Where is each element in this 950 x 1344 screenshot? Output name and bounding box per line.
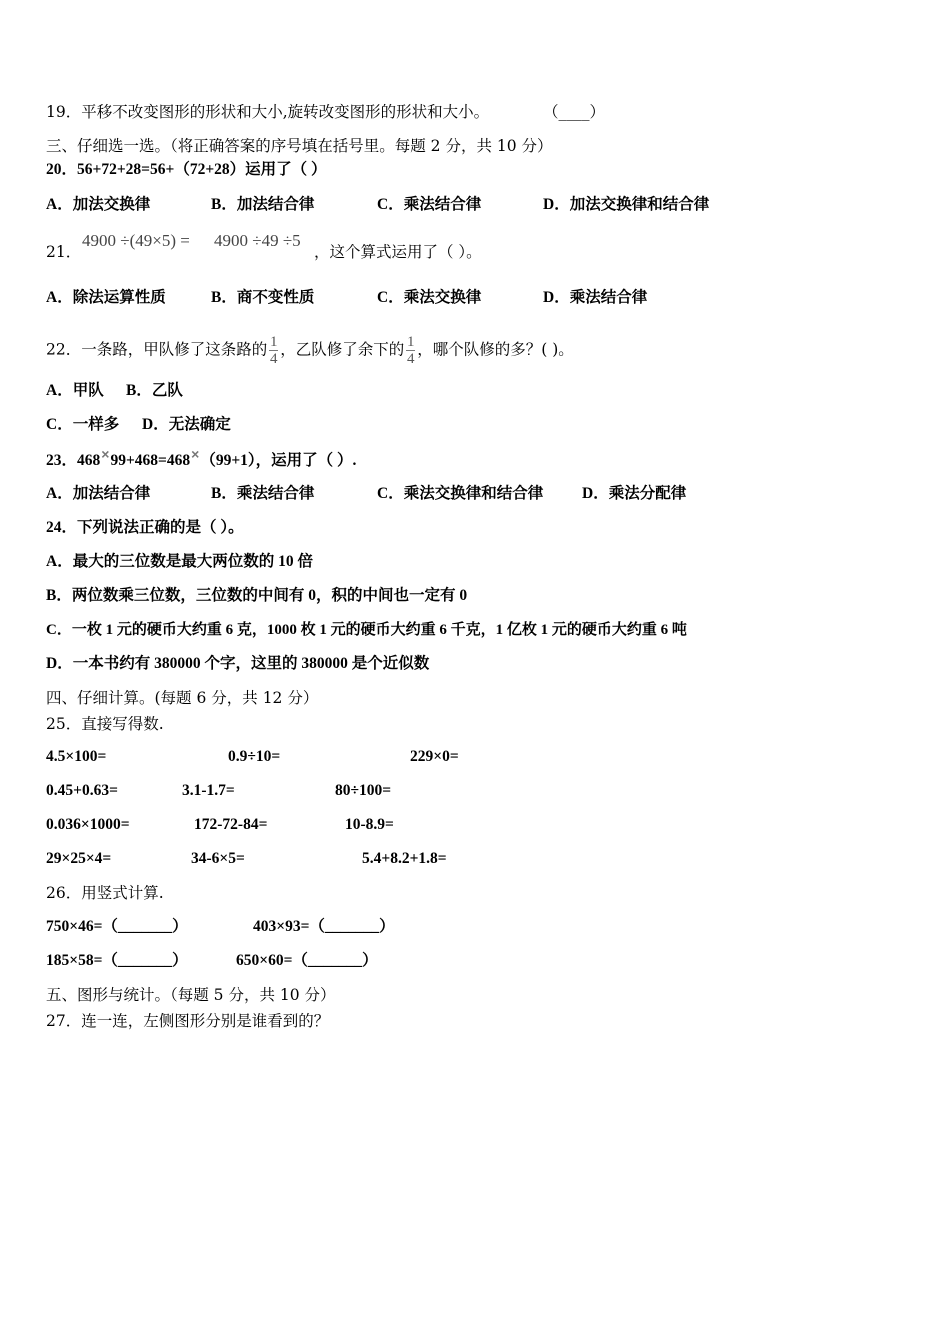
vertical-calc-item[interactable]: 185×58=（_______） [46,952,188,969]
calc-item: 0.45+0.63= [46,782,118,799]
question-26-stem: 26．用竖式计算. [46,884,164,902]
section-5-heading: 五、图形与统计。（每题 5 分，共 10 分） [46,986,336,1004]
multiply-icon: × [101,446,110,462]
q23-option-a[interactable]: A．加法结合律 [46,485,151,502]
q23-option-b[interactable]: B．乘法结合律 [211,485,315,502]
calc-item: 80÷100= [335,782,392,799]
q20-option-a[interactable]: A．加法交换律 [46,196,151,213]
q24-option-a[interactable]: A．最大的三位数是最大两位数的 10 倍 [46,553,313,570]
question-22 [46,335,574,366]
question-21-tail: ，这个算式运用了（ ）。 [314,243,482,261]
q20-option-b[interactable]: B．加法结合律 [211,196,315,213]
q22-option-a[interactable]: A．甲队 [46,382,104,399]
q20-option-d[interactable]: D．加法交换律和结合律 [543,196,710,213]
q23-option-d[interactable]: D．乘法分配律 [582,485,687,502]
answer-blank[interactable]: （____） [543,103,606,121]
q24-option-d[interactable]: D．一本书约有 380000 个字，这里的 380000 是个近似数 [46,655,430,672]
calc-item: 29×25×4= [46,850,112,867]
question-23: 23．468×99+468=468×（99+1），运用了（ ）. [46,446,357,469]
q21-formula-left: 4900 ÷(49×5) = [82,231,190,250]
question-19-text: 19．平移不改变图形的形状和大小,旋转改变图形的形状和大小。 [46,103,490,121]
question-21-number: 21． [46,243,82,261]
calc-item: 5.4+8.2+1.8= [362,850,447,867]
q21-formula-right: 4900 ÷49 ÷5 [214,231,301,250]
calc-item: 4.5×100= [46,748,107,765]
question-19 [46,102,489,122]
calc-item: 10-8.9= [345,816,394,833]
section-3-heading: 三、仔细选一选。（将正确答案的序号填在括号里。每题 2 分，共 10 分） [46,137,553,155]
question-27-stem: 27．连一连，左侧图形分别是谁看到的？ [46,1012,330,1030]
q22-part1: 22．一条路，甲队修了这条路的 [46,340,268,359]
question-24-stem: 24．下列说法正确的是（ ）。 [46,519,244,536]
calc-item: 0.9÷10= [228,748,281,765]
q20-option-c[interactable]: C．乘法结合律 [377,196,482,213]
vertical-calc-item[interactable]: 750×46=（_______） [46,918,188,935]
q23-option-c[interactable]: C．乘法交换律和结合律 [377,485,544,502]
calc-item: 229×0= [410,748,459,765]
vertical-calc-item[interactable]: 650×60=（_______） [236,952,378,969]
calc-item: 172-72-84= [194,816,268,833]
q22-part2: ，乙队修了余下的 [280,340,405,359]
q22-part3: ，哪个队修的多？( )。 [417,340,574,359]
question-20-stem: 20．56+72+28=56+（72+28）运用了（ ） [46,161,327,178]
vertical-calc-item[interactable]: 403×93=（_______） [253,918,395,935]
q24-option-c[interactable]: C．一枚 1 元的硬币大约重 6 克，1000 枚 1 元的硬币大约重 6 千克，1 亿枚 1 元的硬币大约重 6 吨 [46,622,687,638]
question-25-stem: 25．直接写得数. [46,715,164,733]
q22-option-b[interactable]: B．乙队 [126,382,183,399]
q24-option-b[interactable]: B．两位数乘三位数，三位数的中间有 0，积的中间也一定有 0 [46,587,468,604]
fraction-quarter: $\frac{1}{4}$ [269,334,278,367]
q21-option-d[interactable]: D．乘法结合律 [543,289,648,306]
q22-option-c[interactable]: C．一样多 [46,416,120,433]
q21-option-b[interactable]: B．商不变性质 [211,289,315,306]
multiply-icon: × [191,446,200,462]
q21-option-c[interactable]: C．乘法交换律 [377,289,482,306]
q21-option-a[interactable]: A．除法运算性质 [46,289,166,306]
q22-option-d[interactable]: D．无法确定 [142,416,231,433]
section-4-heading: 四、仔细计算。(每题 6 分，共 12 分） [46,689,319,707]
calc-item: 0.036×1000= [46,816,130,833]
fraction-quarter: $\frac{1}{4}$ [407,334,415,367]
calc-item: 34-6×5= [191,850,245,867]
calc-item: 3.1-1.7= [182,782,235,799]
